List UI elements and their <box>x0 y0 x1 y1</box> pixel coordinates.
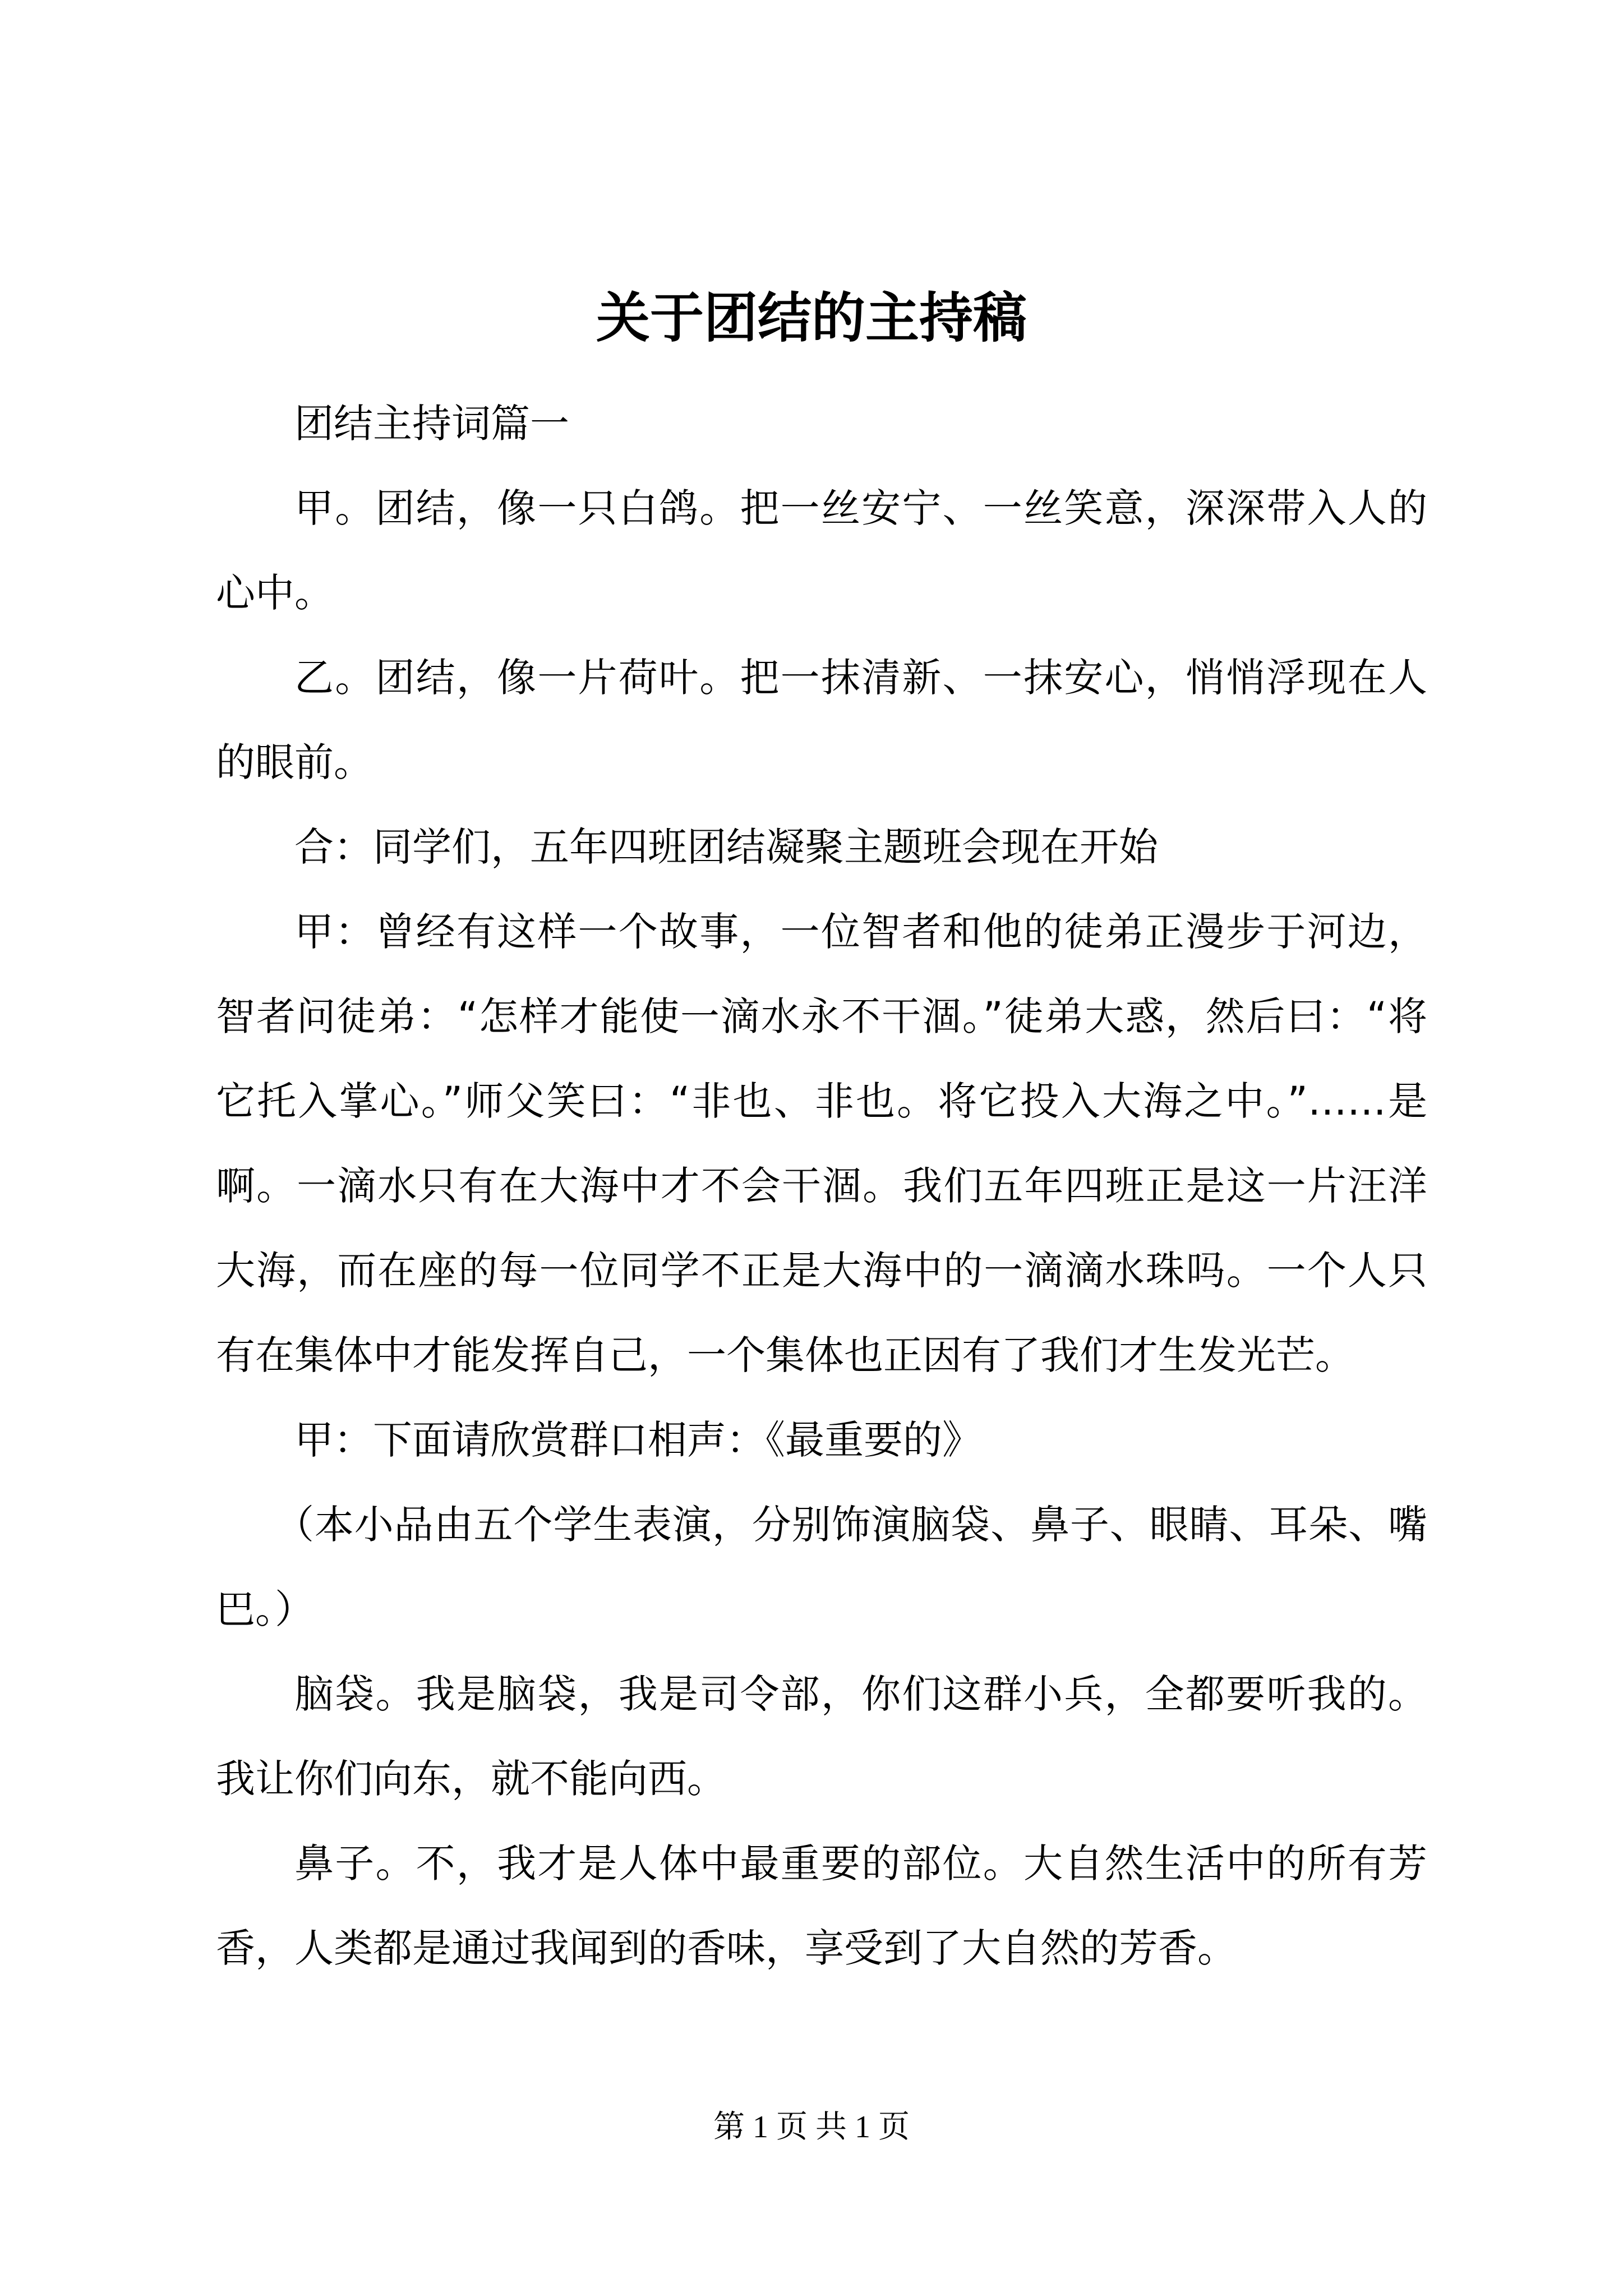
paragraph-section-heading: 团结主持词篇一 <box>294 401 569 447</box>
document-body <box>216 381 1427 1991</box>
paragraph-he: 合：同学们，五年四班团结凝聚主题班会现在开始 <box>294 824 1158 870</box>
paragraph-jia-1: 甲。团结，像一只白鸽。把一丝安宁、一丝笑意，深深带入人的心中。 <box>216 485 1427 616</box>
paragraph-jia-crosstalk: 甲：下面请欣赏群口相声：《最重要的》 <box>294 1417 981 1463</box>
paragraph-jia-story: 甲：曾经有这样一个故事，一位智者和他的徒弟正漫步于河边，智者问徒弟：“怎样才能使一滴水永不干涸。”徒弟大惑，然后曰：“将它托入掌心。”师父笑曰：“非也、非也。将它投入大海之中。”……是啊。一滴水只有在大海中才不会干涸。我们五年四班正是这一片汪洋大海，而在座的每一位同学不正是大海中的一滴滴水珠吗。一个人只有在集体中才能发挥自己，一个集体也正因有了我们才生发光芒。 <box>216 909 1427 1378</box>
paragraph-stage-note: （本小品由五个学生表演，分别饰演脑袋、鼻子、眼睛、耳朵、嘴巴。） <box>216 1502 1427 1632</box>
page-footer: 第 1 页 共 1 页 <box>713 2110 910 2145</box>
paragraph-naodai: 脑袋。我是脑袋，我是司令部，你们这群小兵，全都要听我的。我让你们向东，就不能向西。 <box>216 1671 1427 1802</box>
document-title: 关于团结的主持稿 <box>596 286 1027 349</box>
paragraph-bizi: 鼻子。不，我才是人体中最重要的部位。大自然生活中的所有芳香，人类都是通过我闻到的香味，享受到了大自然的芳香。 <box>216 1841 1427 1971</box>
paragraph-yi-1: 乙。团结，像一片荷叶。把一抹清新、一抹安心，悄悄浮现在人的眼前。 <box>216 655 1427 785</box>
